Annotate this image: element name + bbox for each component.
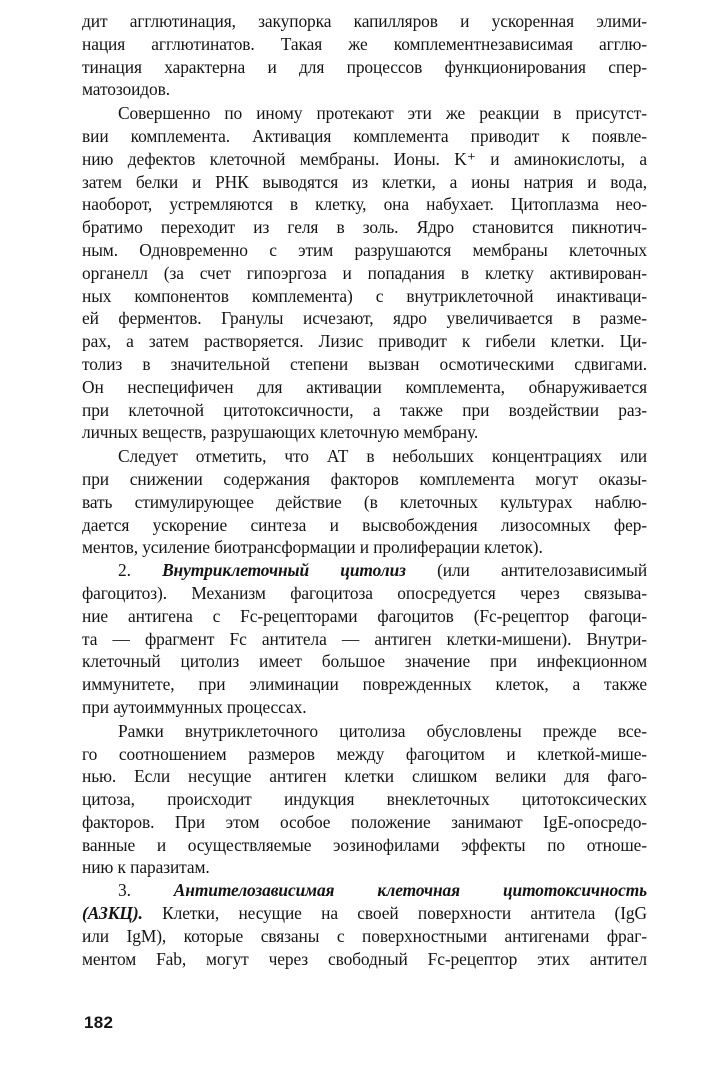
text-line: ментом Fab, могут через свободный Fc-рецептор этих антител (82, 948, 647, 969)
paragraph-stimulating-effect (82, 445, 647, 559)
text-line: личных веществ, разрушающих клеточную мембрану. (82, 422, 479, 443)
paragraph-cytolysis-limits (82, 720, 647, 880)
term-heading: Антителозависимая клеточная цитотоксичность (173, 880, 647, 901)
text-line: ванные и осуществляемые эозинофилами эффекты по отноше- (82, 834, 647, 855)
list-marker: 3. (118, 880, 174, 901)
page-number: 182 (84, 1013, 114, 1032)
text-line: органелл (за счет гипоэргоза и попадания в клетку активирован- (82, 262, 647, 283)
text-line: дается ускорение синтеза и высвобождения лизосомных фер- (82, 514, 647, 535)
text-line: нация агглютинатов. Такая же комплементнезависимая агглю- (82, 33, 647, 54)
text-run: Клетки, несущие на своей поверхности антитела (IgG (142, 903, 647, 924)
text-line: фагоцитоз). Механизм фагоцитоза опосредуется через связыва- (82, 582, 647, 603)
text-line: вии комплемента. Активация комплемента приводит к появле- (82, 125, 647, 146)
text-line: ным. Одновременно с этим разрушаются мембраны клеточных (82, 239, 647, 260)
text-line: нью. Если несущие антиген клетки слишком велики для фаго- (82, 766, 647, 787)
term-heading: Внутриклеточный цитолиз (162, 560, 406, 581)
text-line: Рамки внутриклеточного цитолиза обусловлены прежде все- (118, 720, 647, 741)
text-line: клеточный цитолиз имеет большое значение при инфекционном (82, 651, 647, 672)
text-line: та — фрагмент Fc антитела — антиген клетки-мишени). Внутри- (82, 628, 647, 649)
text-line: цитоза, происходит индукция внеклеточных цитотоксических (82, 789, 647, 810)
page-body (82, 10, 647, 970)
paragraph-intracellular-cytolysis (82, 559, 647, 719)
text-run: (или антителозависимый (405, 560, 647, 581)
text-line: рах, а затем растворяется. Лизис приводит к гибели клетки. Ци- (82, 331, 647, 352)
paragraph-complement-lysis (82, 102, 647, 444)
paragraph-continuation (82, 10, 647, 101)
text-line: вать стимулирующее действие (в клеточных культурах наблю- (82, 491, 647, 512)
text-line: факторов. При этом особое положение занимают IgE-опосредо- (82, 811, 647, 832)
text-line (82, 902, 647, 925)
text-line: ние антигена с Fc-рецепторами фагоцитов (Fc-рецептор фагоци- (82, 605, 647, 626)
text-line: наоборот, устремляются в клетку, она набухает. Цитоплазма нео- (82, 194, 647, 215)
text-line: дит агглютинация, закупорка капилляров и ускоренная элими- (82, 11, 647, 31)
text-line: матозоидов. (82, 79, 170, 100)
text-line: братимо переходит из геля в золь. Ядро становится пикнотич- (82, 217, 647, 238)
text-line: при снижении содержания факторов комплемента могут оказы- (82, 468, 647, 489)
text-line: Совершенно по иному протекают эти же реакции в присутст- (118, 103, 647, 124)
text-line (82, 559, 647, 582)
text-line (82, 879, 647, 902)
text-line: го соотношением размеров между фагоцитом и клеткой-мише- (82, 743, 647, 764)
text-line: иммунитете, при элиминации поврежденных клеток, а также (82, 674, 647, 695)
paragraph-adcc (82, 879, 647, 970)
text-line: нию дефектов клеточной мембраны. Ионы. K⁺ и аминокислоты, а (82, 148, 647, 169)
text-line: ей ферментов. Гранулы исчезают, ядро увеличивается в разме- (82, 308, 647, 329)
list-marker: 2. (118, 560, 163, 581)
text-line: ных компонентов комплемента) с внутриклеточной инактиваци- (82, 285, 647, 306)
term-abbreviation: (АЗКЦ). (82, 903, 143, 924)
text-line: нию к паразитам. (82, 857, 210, 878)
text-line: или IgM), которые связаны с поверхностными антигенами фраг- (82, 925, 647, 946)
text-line: ментов, усиление биотрансформации и пролиферации клеток). (82, 537, 543, 558)
text-line: при клеточной цитотоксичности, а также при воздействии раз- (82, 399, 647, 420)
text-line: Следует отметить, что АТ в небольших концентрациях или (118, 446, 647, 467)
text-line: Он неспецифичен для активации комплемента, обнаруживается (82, 376, 647, 397)
text-line: затем белки и РНК выводятся из клетки, а ионы натрия и вода, (82, 171, 647, 192)
text-line: тинация характерна и для процессов функционирования спер- (82, 56, 647, 77)
text-line: при аутоиммунных процессах. (82, 696, 307, 717)
text-line: толиз в значительной степени вызван осмотическими сдвигами. (82, 353, 647, 374)
